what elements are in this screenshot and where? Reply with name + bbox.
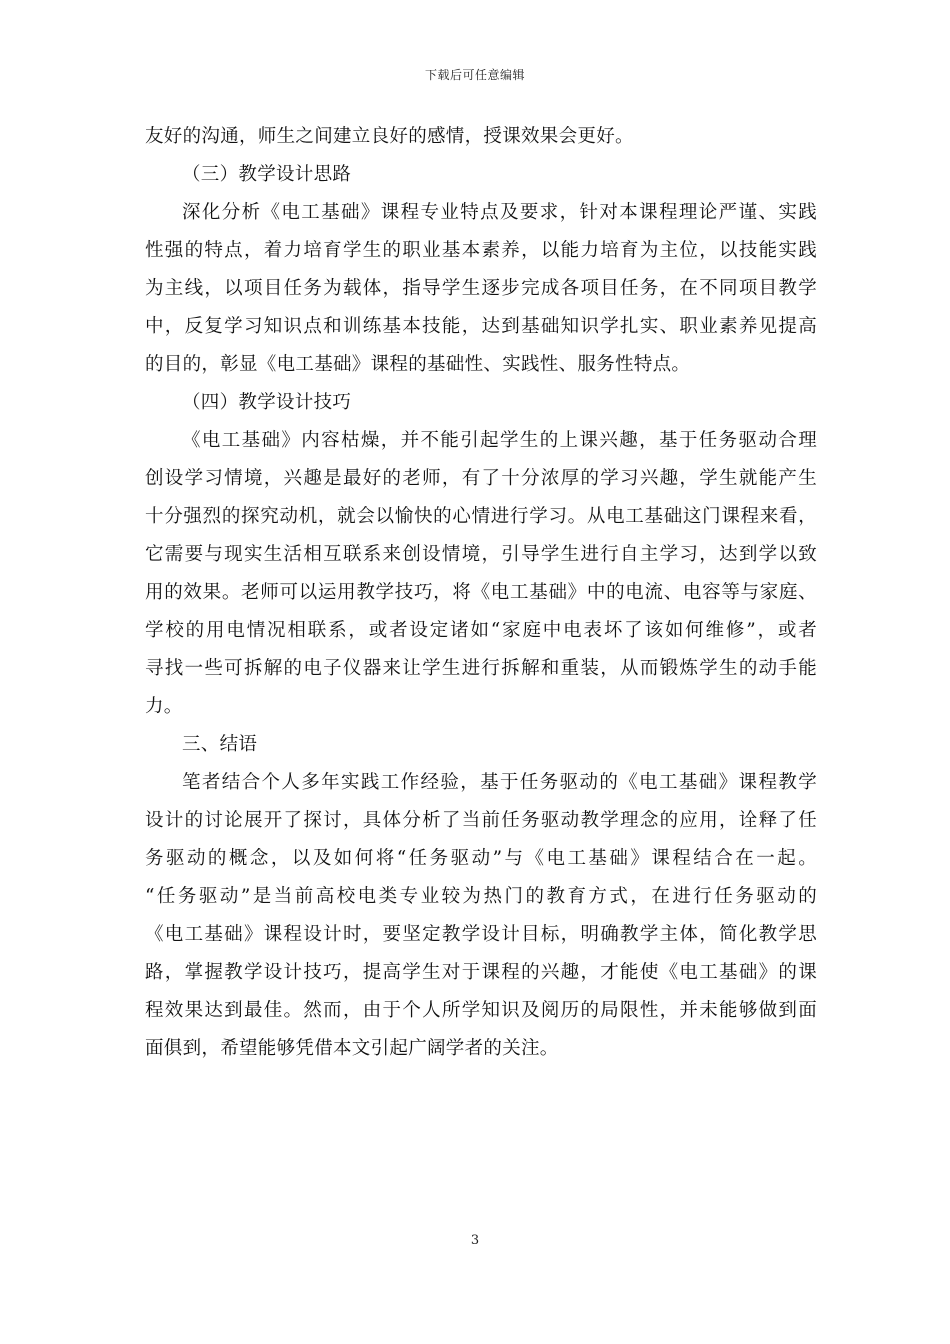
body-text bbox=[145, 118, 817, 1068]
paragraph-line: 路，掌握教学设计技巧，提高学生对于课程的兴趣，才能使《电工基础》的课 bbox=[145, 962, 817, 983]
paragraph-line: “任务驱动”是当前高校电类专业较为热门的教育方式，在进行任务驱动的 bbox=[145, 886, 817, 907]
paragraph-line: 学校的用电情况相联系，或者设定诸如“家庭中电表坏了该如何维修”，或者 bbox=[145, 620, 817, 641]
paragraph-line: 深化分析《电工基础》课程专业特点及要求，针对本课程理论严谨、实践 bbox=[182, 202, 817, 223]
paragraph-line: 设计的讨论展开了探讨，具体分析了当前任务驱动教学理念的应用，诠释了任 bbox=[145, 810, 817, 831]
paragraph-line: 笔者结合个人多年实践工作经验，基于任务驱动的《电工基础》课程教学 bbox=[182, 772, 817, 793]
section-heading: （三）教学设计思路 bbox=[182, 164, 352, 185]
paragraph-line: 性强的特点，着力培育学生的职业基本素养，以能力培育为主位，以技能实践 bbox=[145, 240, 817, 261]
paragraph-line: 用的效果。老师可以运用教学技巧，将《电工基础》中的电流、电容等与家庭、 bbox=[145, 582, 817, 603]
paragraph-line: 十分强烈的探究动机，就会以愉快的心情进行学习。从电工基础这门课程来看， bbox=[145, 506, 817, 527]
paragraph-line: 程效果达到最佳。然而，由于个人所学知识及阅历的局限性，并未能够做到面 bbox=[145, 1000, 817, 1021]
page-header: 下载后可任意编辑 bbox=[424, 68, 525, 82]
paragraph-line: 力。 bbox=[145, 696, 183, 717]
paragraph-line: 《电工基础》课程设计时，要坚定教学设计目标，明确教学主体，简化教学思 bbox=[145, 924, 817, 945]
page-number: 3 bbox=[470, 1233, 480, 1248]
paragraph-line: 为主线，以项目任务为载体，指导学生逐步完成各项目任务，在不同项目教学 bbox=[145, 278, 817, 299]
section-heading: 三、结语 bbox=[182, 734, 258, 755]
paragraph-line: 寻找一些可拆解的电子仪器来让学生进行拆解和重装，从而锻炼学生的动手能 bbox=[145, 658, 817, 679]
paragraph-line: 中，反复学习知识点和训练基本技能，达到基础知识学扎实、职业素养见提高 bbox=[145, 316, 817, 337]
paragraph-line: 《电工基础》内容枯燥，并不能引起学生的上课兴趣，基于任务驱动合理 bbox=[182, 430, 817, 451]
paragraph-line: 创设学习情境，兴趣是最好的老师，有了十分浓厚的学习兴趣，学生就能产生 bbox=[145, 468, 817, 489]
paragraph-line: 的目的，彰显《电工基础》课程的基础性、实践性、服务性特点。 bbox=[145, 354, 691, 375]
section-heading: （四）教学设计技巧 bbox=[182, 392, 352, 413]
paragraph-line: 友好的沟通，师生之间建立良好的感情，授课效果会更好。 bbox=[145, 126, 634, 147]
paragraph-line: 务驱动的概念，以及如何将“任务驱动”与《电工基础》课程结合在一起。 bbox=[145, 848, 817, 869]
paragraph-line: 它需要与现实生活相互联系来创设情境，引导学生进行自主学习，达到学以致 bbox=[145, 544, 817, 565]
paragraph-line: 面俱到，希望能够凭借本文引起广阔学者的关注。 bbox=[145, 1038, 559, 1059]
